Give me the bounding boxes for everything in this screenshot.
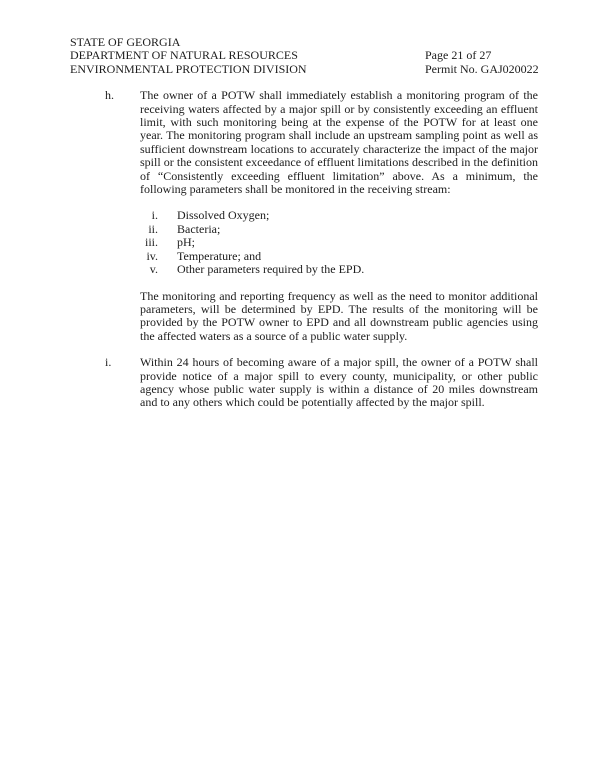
list-item-marker: iii. [144,235,158,250]
clause-h-intro-paragraph: The owner of a POTW shall immediately establish a monitoring program of the receiving waters affected by a major spill or by consistently exceeding an effluent limit, with such monitoring being at the expense of the POTW for at least one year. The monitoring program shall include an upstream sampling point as well as sufficient downstream locations to accurately characterize the impact of the major spill or the consistent exceedance of effluent limitations described in the definition of “Consistently exceeding effluent limitation” above. As a minimum, the following parameters shall be monitored in the receiving stream: [140,88,538,197]
list-item [140,236,538,249]
header-state-line: STATE OF GEORGIA [70,35,181,49]
list-item [140,223,538,236]
list-item [140,250,538,263]
list-item [140,263,538,276]
header-permit-number: Permit No. GAJ020022 [425,61,539,76]
clause-h-label: h. [105,88,114,103]
monitored-parameters-list [140,209,538,276]
clause-i-body [140,356,538,410]
list-item-text: pH; [177,235,195,250]
document-header [70,36,538,76]
clause-i-label: i. [105,355,112,370]
header-department-line: DEPARTMENT OF NATURAL RESOURCES [70,48,298,63]
list-item-text: Temperature; and [177,248,262,263]
header-right-block [425,49,539,76]
list-item-marker: v. [149,262,158,277]
clause-i [105,356,538,410]
header-division-line: ENVIRONMENTAL PROTECTION DIVISION [70,61,307,76]
clause-i-paragraph: Within 24 hours of becoming aware of a major spill, the owner of a POTW shall provide notice of a major spill to every county, municipality, or other public agency whose public water supply is within a distance of 20 miles downstream and to any others which could be potentially affected by the major spill. [140,355,538,410]
clause-h-closing-paragraph: The monitoring and reporting frequency as well as the need to monitor additional parameters, will be determined by EPD. The results of the monitoring will be provided by the POTW owner to EPD and all downstream public agencies using the affected waters as a source of a public water supply. [140,288,538,343]
clause-h [105,89,538,343]
list-item-marker: i. [151,208,158,223]
clause-h-body [140,89,538,343]
header-page-number: Page 21 of 27 [425,48,492,63]
list-item-text: Bacteria; [177,221,221,236]
list-item-marker: iv. [146,248,158,263]
list-item [140,209,538,222]
list-item-text: Dissolved Oxygen; [177,208,270,223]
list-item-text: Other parameters required by the EPD. [177,262,365,277]
list-item-marker: ii. [148,221,158,236]
